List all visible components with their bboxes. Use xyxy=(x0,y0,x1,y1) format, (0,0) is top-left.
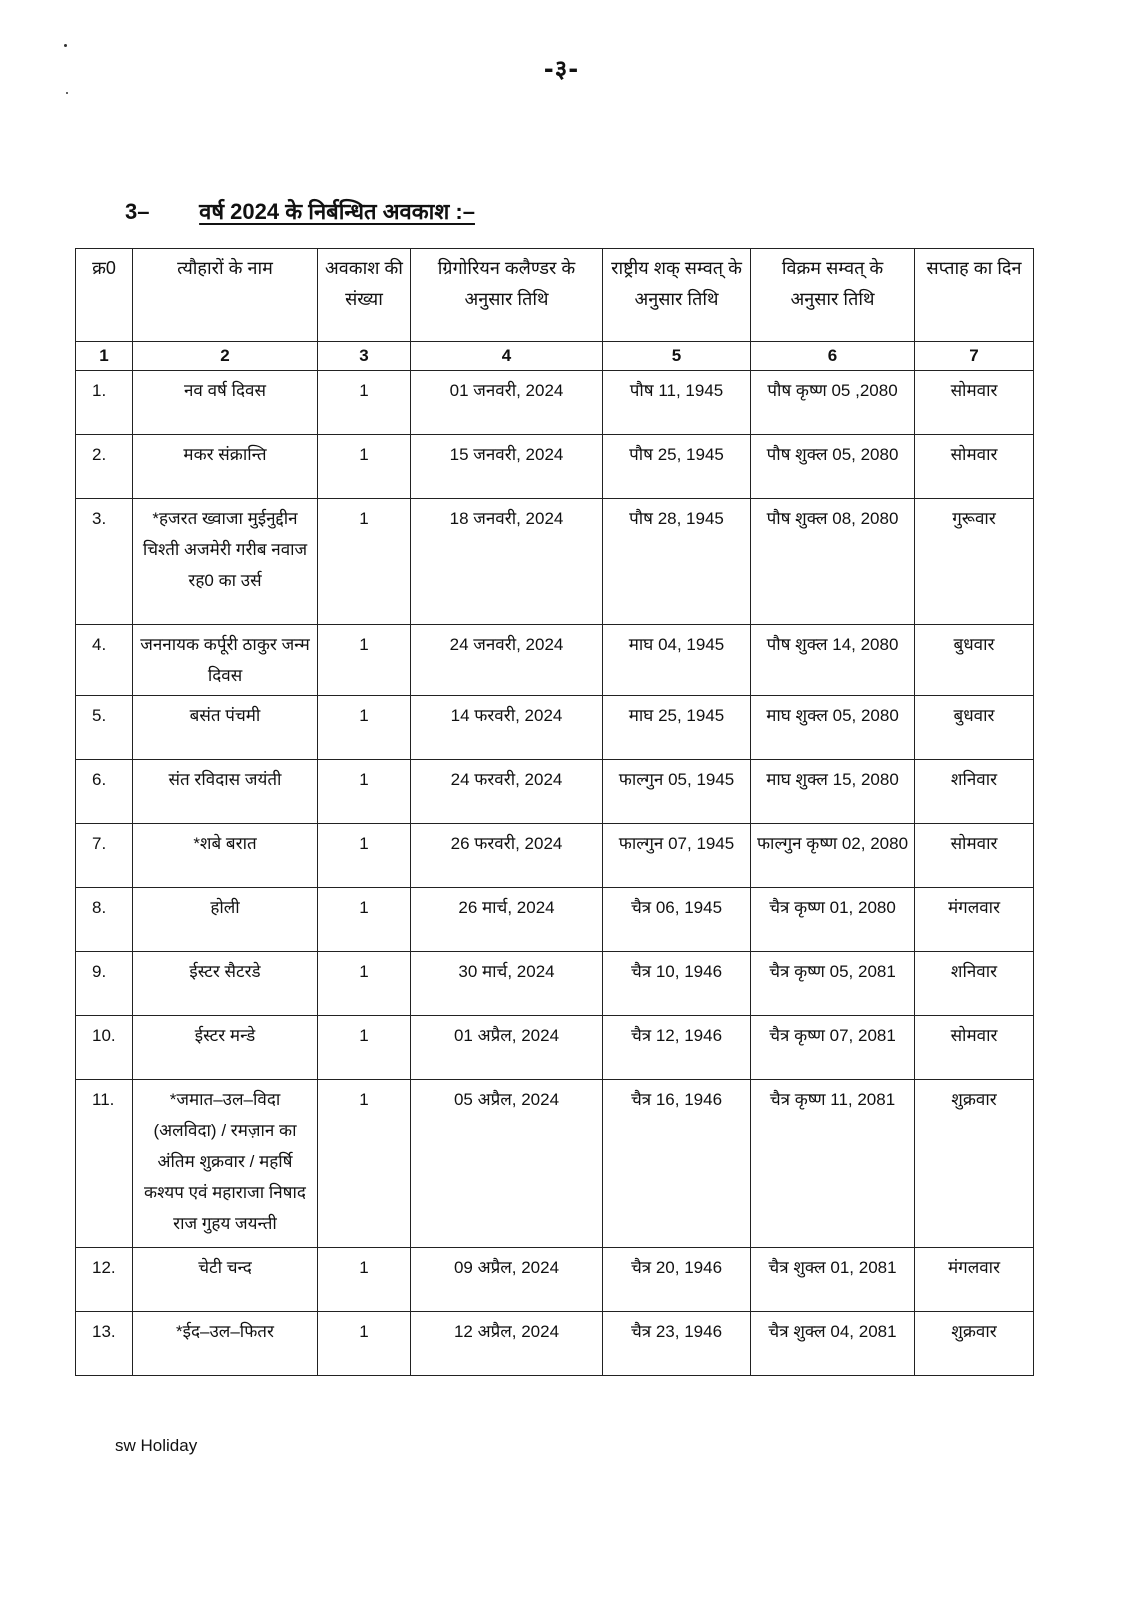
weekday-cell: सोमवार xyxy=(915,1016,1034,1080)
serial-cell: 5. xyxy=(76,696,133,760)
count-cell: 1 xyxy=(318,1248,411,1312)
gregorian-date-cell: 09 अप्रैल, 2024 xyxy=(411,1248,603,1312)
column-header: विक्रम सम्वत् के अनुसार तिथि xyxy=(751,249,915,342)
count-cell: 1 xyxy=(318,760,411,824)
column-number: 5 xyxy=(603,342,751,371)
table-row xyxy=(76,499,1034,625)
vikram-date-cell: चैत्र शुक्ल 01, 2081 xyxy=(751,1248,915,1312)
festival-name-cell: *ईद–उल–फितर xyxy=(133,1312,318,1376)
festival-name-cell: *हजरत ख्वाजा मुईनुद्दीन चिश्ती अजमेरी गरीब नवाज रह0 का उर्स xyxy=(133,499,318,625)
shaka-date-cell: माघ 25, 1945 xyxy=(603,696,751,760)
shaka-date-cell: चैत्र 06, 1945 xyxy=(603,888,751,952)
vikram-date-cell: चैत्र कृष्ण 05, 2081 xyxy=(751,952,915,1016)
table-row xyxy=(76,1248,1034,1312)
gregorian-date-cell: 12 अप्रैल, 2024 xyxy=(411,1312,603,1376)
column-header: अवकाश की संख्या xyxy=(318,249,411,342)
weekday-cell: बुधवार xyxy=(915,625,1034,696)
festival-name-cell: *जमात–उल–विदा (अलविदा) / रमज़ान का अंतिम शुक्रवार / महर्षि कश्यप एवं महाराजा निषाद राज गुहय जयन्ती xyxy=(133,1080,318,1248)
gregorian-date-cell: 05 अप्रैल, 2024 xyxy=(411,1080,603,1248)
festival-name-cell: ईस्टर मन्डे xyxy=(133,1016,318,1080)
table-row xyxy=(76,371,1034,435)
weekday-cell: सोमवार xyxy=(915,371,1034,435)
gregorian-date-cell: 18 जनवरी, 2024 xyxy=(411,499,603,625)
weekday-cell: मंगलवार xyxy=(915,888,1034,952)
weekday-cell: शनिवार xyxy=(915,760,1034,824)
serial-cell: 2. xyxy=(76,435,133,499)
gregorian-date-cell: 15 जनवरी, 2024 xyxy=(411,435,603,499)
vikram-date-cell: चैत्र कृष्ण 11, 2081 xyxy=(751,1080,915,1248)
page-number: -३- xyxy=(543,55,580,83)
shaka-date-cell: चैत्र 10, 1946 xyxy=(603,952,751,1016)
serial-cell: 12. xyxy=(76,1248,133,1312)
vikram-date-cell: चैत्र शुक्ल 04, 2081 xyxy=(751,1312,915,1376)
festival-name-cell: *शबे बरात xyxy=(133,824,318,888)
shaka-date-cell: पौष 11, 1945 xyxy=(603,371,751,435)
shaka-date-cell: पौष 28, 1945 xyxy=(603,499,751,625)
serial-cell: 9. xyxy=(76,952,133,1016)
count-cell: 1 xyxy=(318,499,411,625)
count-cell: 1 xyxy=(318,824,411,888)
serial-cell: 8. xyxy=(76,888,133,952)
serial-cell: 6. xyxy=(76,760,133,824)
festival-name-cell: संत रविदास जयंती xyxy=(133,760,318,824)
count-cell: 1 xyxy=(318,435,411,499)
shaka-date-cell: चैत्र 16, 1946 xyxy=(603,1080,751,1248)
shaka-date-cell: पौष 25, 1945 xyxy=(603,435,751,499)
serial-cell: 1. xyxy=(76,371,133,435)
festival-name-cell: होली xyxy=(133,888,318,952)
serial-cell: 3. xyxy=(76,499,133,625)
gregorian-date-cell: 24 फरवरी, 2024 xyxy=(411,760,603,824)
scan-speck xyxy=(64,44,67,47)
shaka-date-cell: चैत्र 23, 1946 xyxy=(603,1312,751,1376)
table-row xyxy=(76,696,1034,760)
weekday-cell: शुक्रवार xyxy=(915,1312,1034,1376)
column-header: क्र0 xyxy=(76,249,133,342)
vikram-date-cell: चैत्र कृष्ण 01, 2080 xyxy=(751,888,915,952)
gregorian-date-cell: 24 जनवरी, 2024 xyxy=(411,625,603,696)
weekday-cell: गुरूवार xyxy=(915,499,1034,625)
count-cell: 1 xyxy=(318,1312,411,1376)
gregorian-date-cell: 26 फरवरी, 2024 xyxy=(411,824,603,888)
serial-cell: 10. xyxy=(76,1016,133,1080)
vikram-date-cell: माघ शुक्ल 05, 2080 xyxy=(751,696,915,760)
serial-cell: 13. xyxy=(76,1312,133,1376)
table-row xyxy=(76,435,1034,499)
column-number: 7 xyxy=(915,342,1034,371)
table-row xyxy=(76,888,1034,952)
count-cell: 1 xyxy=(318,952,411,1016)
count-cell: 1 xyxy=(318,625,411,696)
column-number: 3 xyxy=(318,342,411,371)
gregorian-date-cell: 01 जनवरी, 2024 xyxy=(411,371,603,435)
vikram-date-cell: चैत्र कृष्ण 07, 2081 xyxy=(751,1016,915,1080)
festival-name-cell: ईस्टर सैटरडे xyxy=(133,952,318,1016)
column-number: 1 xyxy=(76,342,133,371)
weekday-cell: शुक्रवार xyxy=(915,1080,1034,1248)
section-number: 3– xyxy=(125,199,150,224)
weekday-cell: मंगलवार xyxy=(915,1248,1034,1312)
shaka-date-cell: फाल्गुन 07, 1945 xyxy=(603,824,751,888)
gregorian-date-cell: 01 अप्रैल, 2024 xyxy=(411,1016,603,1080)
gregorian-date-cell: 14 फरवरी, 2024 xyxy=(411,696,603,760)
vikram-date-cell: पौष शुक्ल 14, 2080 xyxy=(751,625,915,696)
weekday-cell: सोमवार xyxy=(915,824,1034,888)
column-header: सप्ताह का दिन xyxy=(915,249,1034,342)
column-number: 4 xyxy=(411,342,603,371)
serial-cell: 4. xyxy=(76,625,133,696)
column-header: ग्रिगोरियन कलैण्डर के अनुसार तिथि xyxy=(411,249,603,342)
scan-speck xyxy=(66,92,68,94)
vikram-date-cell: फाल्गुन कृष्ण 02, 2080 xyxy=(751,824,915,888)
festival-name-cell: मकर संक्रान्ति xyxy=(133,435,318,499)
shaka-date-cell: चैत्र 20, 1946 xyxy=(603,1248,751,1312)
vikram-date-cell: पौष कृष्ण 05 ,2080 xyxy=(751,371,915,435)
table-row xyxy=(76,824,1034,888)
column-number: 2 xyxy=(133,342,318,371)
gregorian-date-cell: 26 मार्च, 2024 xyxy=(411,888,603,952)
shaka-date-cell: फाल्गुन 05, 1945 xyxy=(603,760,751,824)
festival-name-cell: जननायक कर्पूरी ठाकुर जन्म दिवस xyxy=(133,625,318,696)
table-row xyxy=(76,1312,1034,1376)
column-header: राष्ट्रीय शक् सम्वत् के अनुसार तिथि xyxy=(603,249,751,342)
festival-name-cell: बसंत पंचमी xyxy=(133,696,318,760)
vikram-date-cell: पौष शुक्ल 05, 2080 xyxy=(751,435,915,499)
count-cell: 1 xyxy=(318,696,411,760)
holiday-table xyxy=(75,248,1034,1376)
vikram-date-cell: माघ शुक्ल 15, 2080 xyxy=(751,760,915,824)
weekday-cell: बुधवार xyxy=(915,696,1034,760)
table-row xyxy=(76,952,1034,1016)
shaka-date-cell: चैत्र 12, 1946 xyxy=(603,1016,751,1080)
serial-cell: 11. xyxy=(76,1080,133,1248)
column-header: त्यौहारों के नाम xyxy=(133,249,318,342)
count-cell: 1 xyxy=(318,888,411,952)
footer-label: sw Holiday xyxy=(115,1436,198,1455)
header-row xyxy=(76,249,1034,342)
section-heading xyxy=(125,196,475,226)
table-row xyxy=(76,1080,1034,1248)
table-row xyxy=(76,1016,1034,1080)
weekday-cell: शनिवार xyxy=(915,952,1034,1016)
table-row xyxy=(76,625,1034,696)
festival-name-cell: चेटी चन्द xyxy=(133,1248,318,1312)
column-number-row xyxy=(76,342,1034,371)
column-number: 6 xyxy=(751,342,915,371)
shaka-date-cell: माघ 04, 1945 xyxy=(603,625,751,696)
vikram-date-cell: पौष शुक्ल 08, 2080 xyxy=(751,499,915,625)
weekday-cell: सोमवार xyxy=(915,435,1034,499)
count-cell: 1 xyxy=(318,1016,411,1080)
count-cell: 1 xyxy=(318,1080,411,1248)
section-title: वर्ष 2024 के निर्बन्धित अवकाश :– xyxy=(199,199,475,224)
serial-cell: 7. xyxy=(76,824,133,888)
gregorian-date-cell: 30 मार्च, 2024 xyxy=(411,952,603,1016)
count-cell: 1 xyxy=(318,371,411,435)
festival-name-cell: नव वर्ष दिवस xyxy=(133,371,318,435)
table-row xyxy=(76,760,1034,824)
